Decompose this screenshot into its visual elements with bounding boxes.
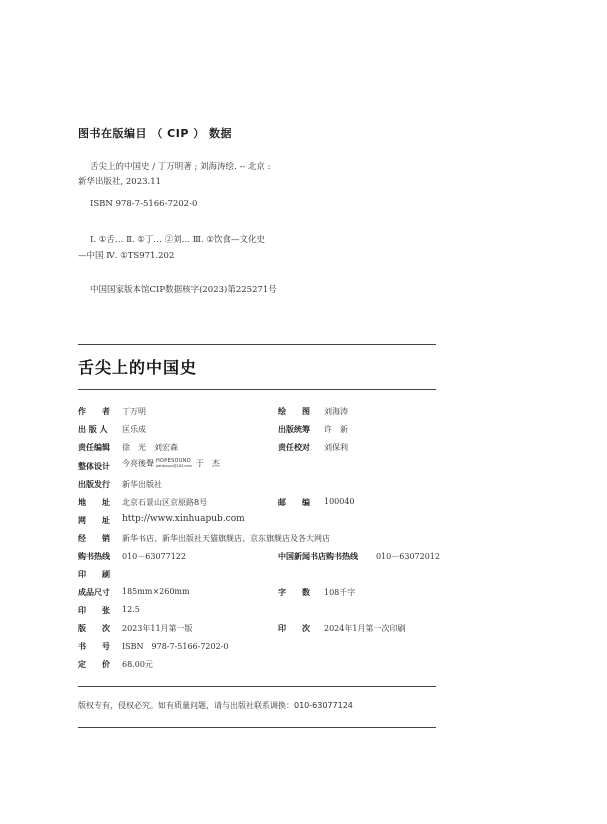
- value-hotline: 010－63077122: [122, 552, 186, 561]
- title-top-rule: [78, 344, 436, 345]
- cip-isbn: ISBN 978-7-5166-7202-0: [90, 199, 198, 209]
- cip-title: 图书在版编目 （ CIP ） 数据: [78, 127, 233, 140]
- label-address: 地 址: [78, 498, 110, 507]
- label-distributor: 出版发行: [78, 480, 110, 489]
- label-wordcount: 字 数: [278, 588, 310, 597]
- label-editor: 责任编辑: [78, 443, 110, 452]
- design-studio-logo: HOPESOUND pankouyu@163.com: [156, 458, 192, 468]
- designer-name: 于 杰: [195, 459, 220, 468]
- label-news-hotline: 中国新闻书店购书热线: [278, 552, 358, 561]
- value-isbn: ISBN 978-7-5166-7202-0: [122, 642, 229, 651]
- label-website: 网 址: [78, 516, 110, 525]
- value-editor: 徐 光 刘宏森: [122, 443, 178, 452]
- label-illustrator: 绘 图: [278, 407, 310, 416]
- value-distributor: 新华出版社: [122, 480, 162, 489]
- label-publisher: 出 版 人: [78, 425, 108, 434]
- cip-record-number: 中国国家版本馆CIP数据核字(2023)第225271号: [90, 285, 277, 295]
- label-isbn: 书 号: [78, 642, 110, 651]
- copyright-notice: 版权专有，侵权必究。如有质量问题，请与出版社联系调换：010-63077124: [78, 701, 353, 710]
- title-bottom-rule: [78, 389, 436, 390]
- value-postcode: 100040: [324, 497, 355, 506]
- label-author: 作 者: [78, 407, 110, 416]
- copyright-bottom-rule: [78, 727, 436, 728]
- value-edition: 2023年11月第一版: [122, 624, 193, 633]
- value-author: 丁万明: [122, 407, 146, 416]
- label-hotline: 购书热线: [78, 552, 110, 561]
- book-title: 舌尖上的中国史: [78, 358, 198, 377]
- label-edition: 版 次: [78, 624, 110, 633]
- cip-description-line-2: 新华出版社, 2023.11: [78, 177, 162, 187]
- value-wordcount: 108千字: [324, 588, 356, 597]
- label-size: 成品尺寸: [78, 588, 110, 597]
- value-proofreader: 刘保利: [324, 443, 348, 452]
- label-printer: 印 刷: [78, 570, 110, 579]
- label-printing: 印 次: [278, 624, 310, 633]
- value-website: http://www.xinhuapub.com: [122, 514, 245, 524]
- value-publisher: 匡乐成: [122, 425, 146, 434]
- cip-classification-line-2: —中国 Ⅳ. ①TS971.202: [78, 251, 175, 261]
- value-printing: 2024年1月第一次印刷: [324, 624, 406, 633]
- label-price: 定 价: [78, 660, 110, 669]
- value-address: 北京石景山区京原路8号: [122, 498, 208, 507]
- value-news-hotline: 010－63072012: [376, 552, 440, 561]
- label-postcode: 邮 编: [278, 498, 310, 507]
- label-design: 整体设计: [78, 462, 110, 471]
- label-sheets: 印 张: [78, 606, 110, 615]
- value-sheets: 12.5: [122, 605, 140, 614]
- copyright-top-rule: [78, 686, 436, 687]
- design-studio-name: 今亮後聲: [122, 459, 154, 468]
- value-design: [122, 458, 220, 469]
- label-producer: 出版统筹: [278, 425, 310, 434]
- value-size: 185mm×260mm: [122, 587, 190, 596]
- value-price: 68.00元: [122, 660, 153, 669]
- value-seller: 新华书店、新华出版社天猫旗舰店、京东旗舰店及各大网店: [122, 534, 330, 543]
- cip-description-line-1: 舌尖上的中国史 / 丁万明著 ; 刘海涛绘. -- 北京 :: [90, 162, 271, 172]
- label-seller: 经 销: [78, 534, 110, 543]
- cip-classification-line-1: Ⅰ. ①舌… Ⅱ. ①丁… ②刘… Ⅲ. ①饮食—文化史: [90, 235, 266, 245]
- value-producer: 许 新: [324, 425, 348, 434]
- value-illustrator: 刘海涛: [324, 407, 348, 416]
- label-proofreader: 责任校对: [278, 443, 310, 452]
